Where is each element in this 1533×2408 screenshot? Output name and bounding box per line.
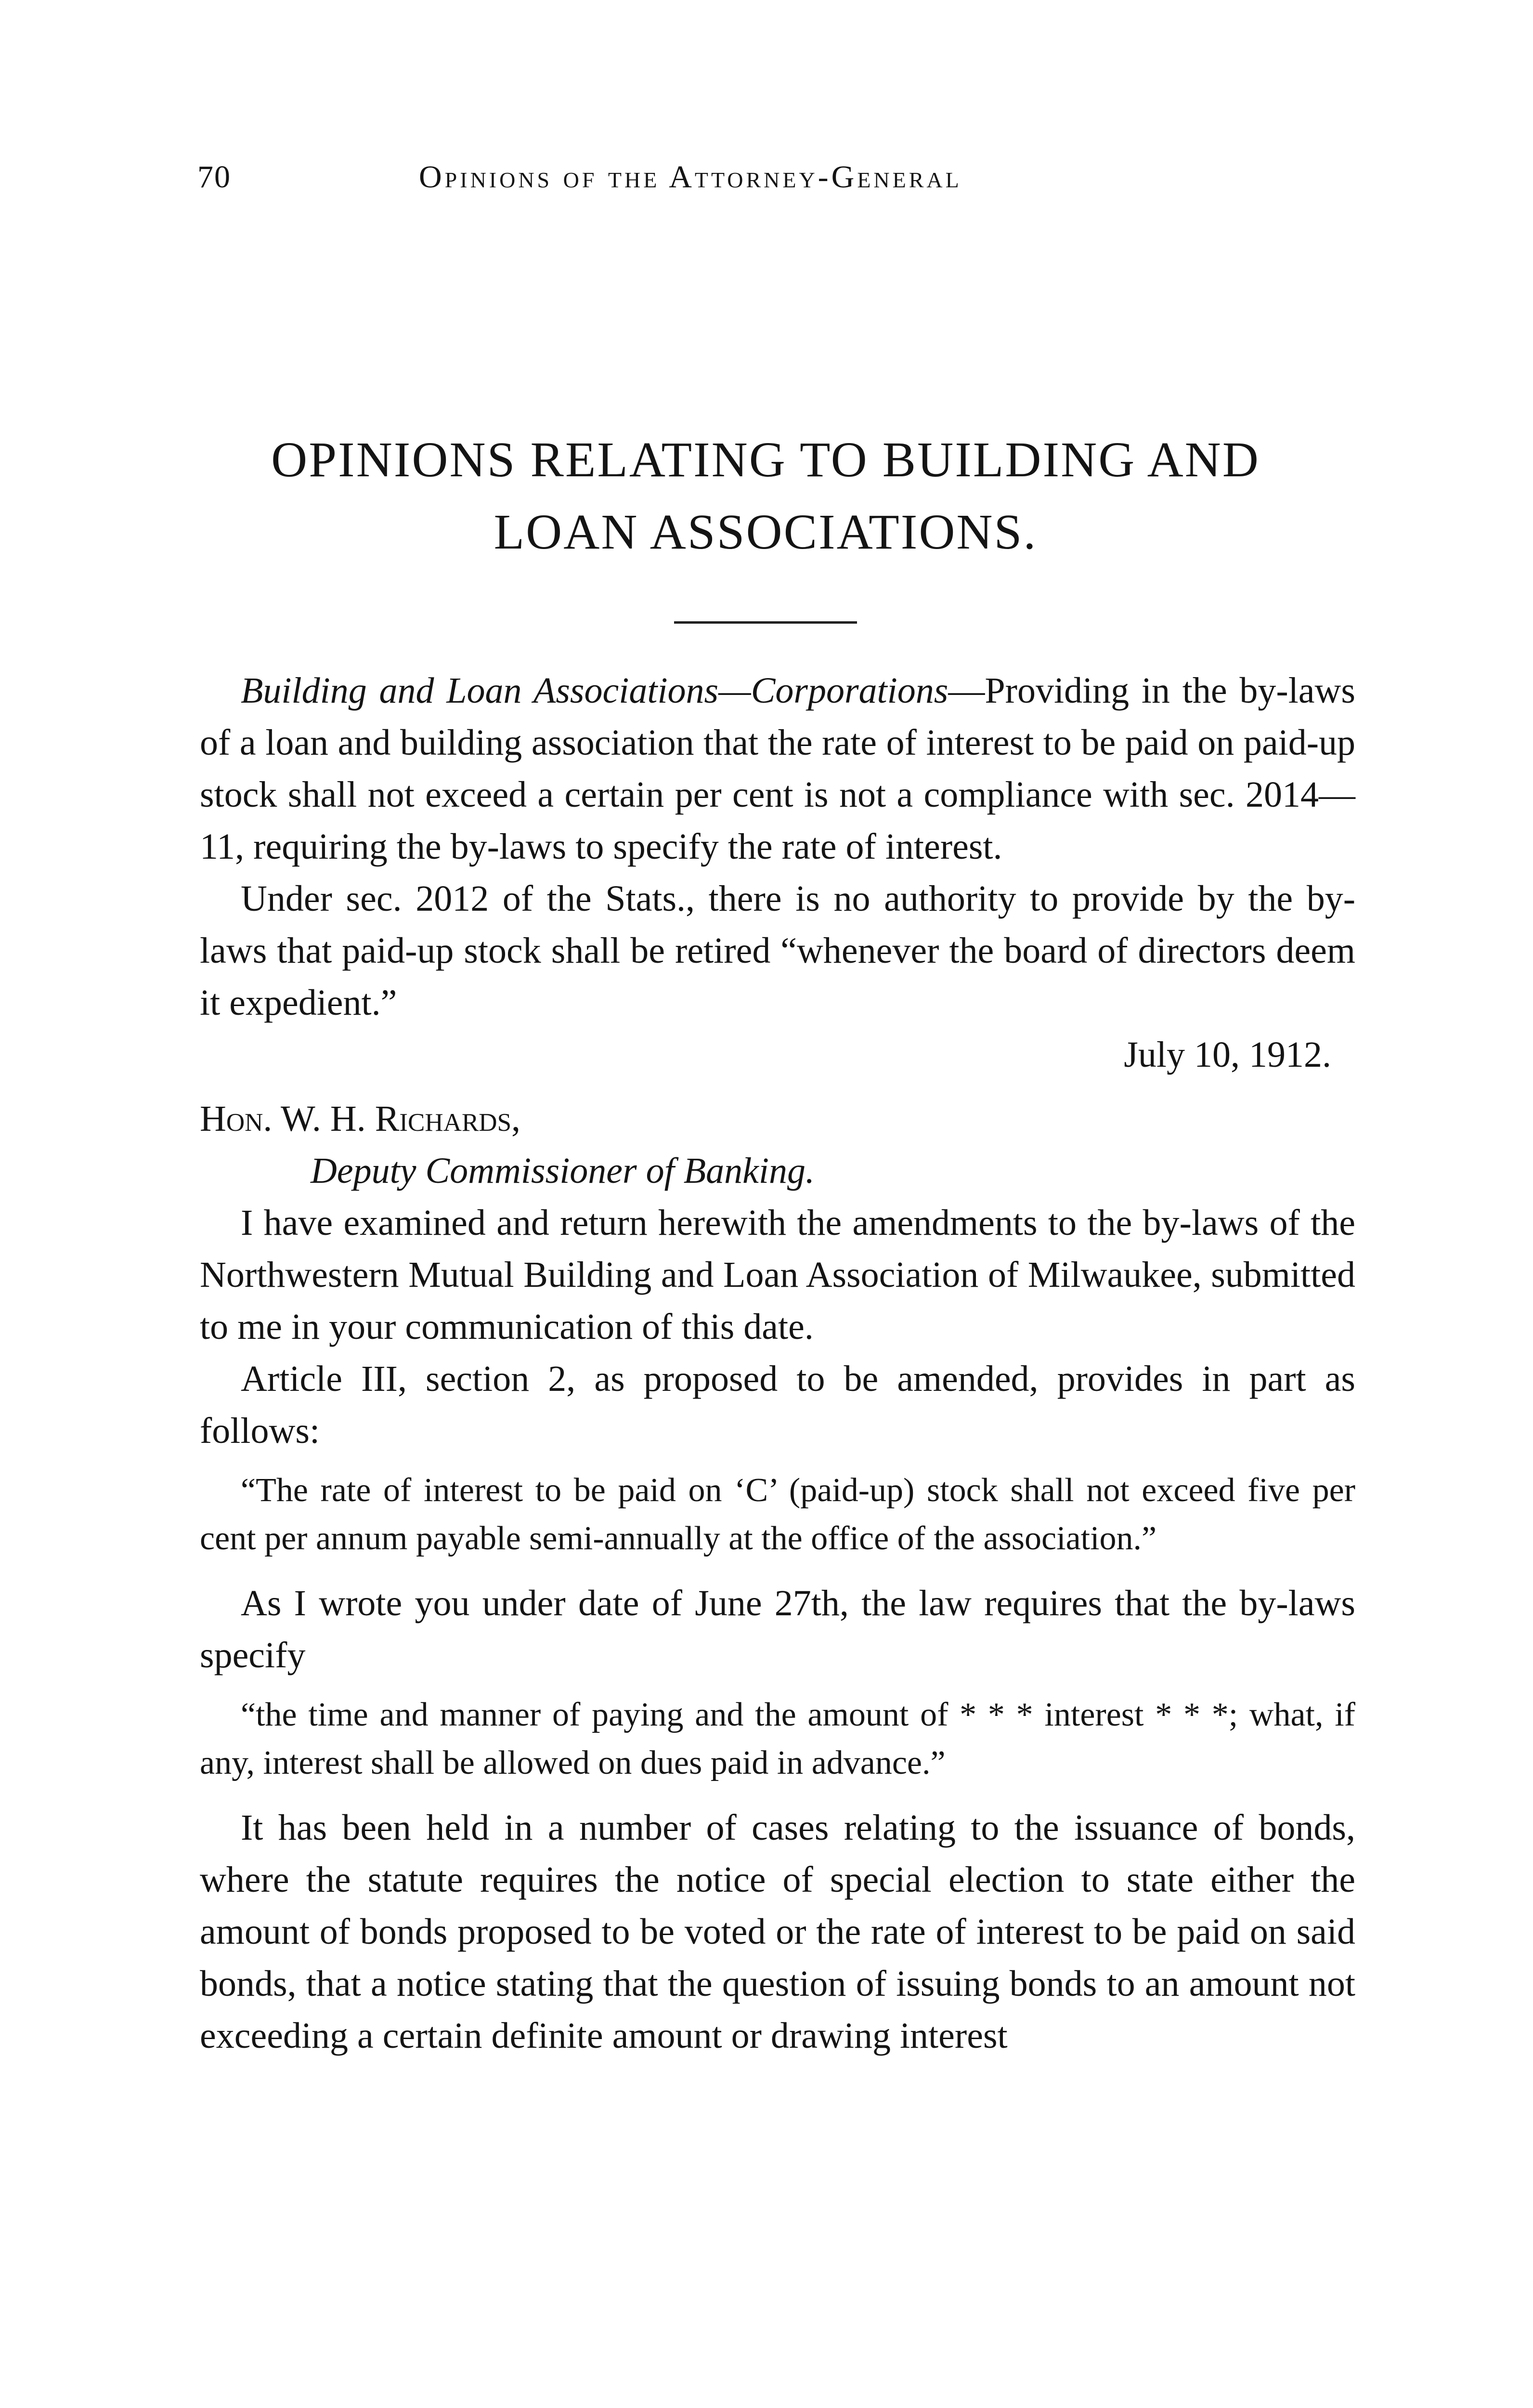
syllabus-text-1: —Providing in the by-laws of a loan and building association that the rate of interest to be paid on paid-up stock shall not exceed a certain per cent is not a compliance with sec. 2014—11, requiring the by-laws to specify the rate of interest. bbox=[200, 670, 1356, 867]
body-text bbox=[200, 665, 1355, 2062]
letter-paragraph-4: It has been held in a number of cases relating to the issuance of bonds, where the statute requires the notice of special election to state either the amount of bonds proposed to be voted or the rate of interest to be paid on said bonds, that a notice stating that the question of issuing bonds to an amount not exceeding a certain definite amount or drawing interest bbox=[200, 1807, 1355, 2056]
syllabus-paragraph-2: Under sec. 2012 of the Stats., there is no authority to provide by the by-laws that paid-up stock shall be retired “whenever the board of directors deem it expedient.” bbox=[200, 878, 1355, 1023]
letter-paragraph-3: As I wrote you under date of June 27th, the law requires that the by-laws specify bbox=[200, 1583, 1355, 1675]
addressee-title: Deputy Commissioner of Banking. bbox=[311, 1151, 815, 1191]
section-title-line-1: OPINIONS RELATING TO BUILDING AND bbox=[271, 432, 1260, 487]
running-header bbox=[197, 159, 1353, 202]
running-title: Opinions of the Attorney-General bbox=[419, 159, 962, 195]
block-quote-2: “the time and manner of paying and the amount of * * * interest * * *; what, if any, interest shall be allowed on dues paid in advance.” bbox=[200, 1696, 1355, 1781]
section-title bbox=[159, 424, 1372, 568]
title-divider bbox=[674, 621, 857, 624]
section-title-line-2: LOAN ASSOCIATIONS. bbox=[494, 504, 1038, 560]
addressee-name: Hon. W. H. Richards, bbox=[200, 1099, 521, 1139]
letter-date: July 10, 1912. bbox=[1124, 1034, 1331, 1075]
syllabus-paragraph-1 bbox=[200, 665, 1355, 873]
letter-paragraph-2: Article III, section 2, as proposed to be amended, provides in part as follows: bbox=[200, 1359, 1355, 1451]
page-number: 70 bbox=[197, 159, 231, 195]
letter-paragraph-1: I have examined and return herewith the amendments to the by-laws of the Northwestern Mutual Building and Loan Association of Milwaukee, submitted to me in your communication of this date. bbox=[200, 1203, 1355, 1347]
block-quote-1: “The rate of interest to be paid on ‘C’ (paid-up) stock shall not exceed five per cent per annum payable semi-annually at the office of the association.” bbox=[200, 1472, 1355, 1557]
syllabus-subject: Building and Loan Associations—Corporations bbox=[241, 670, 948, 711]
